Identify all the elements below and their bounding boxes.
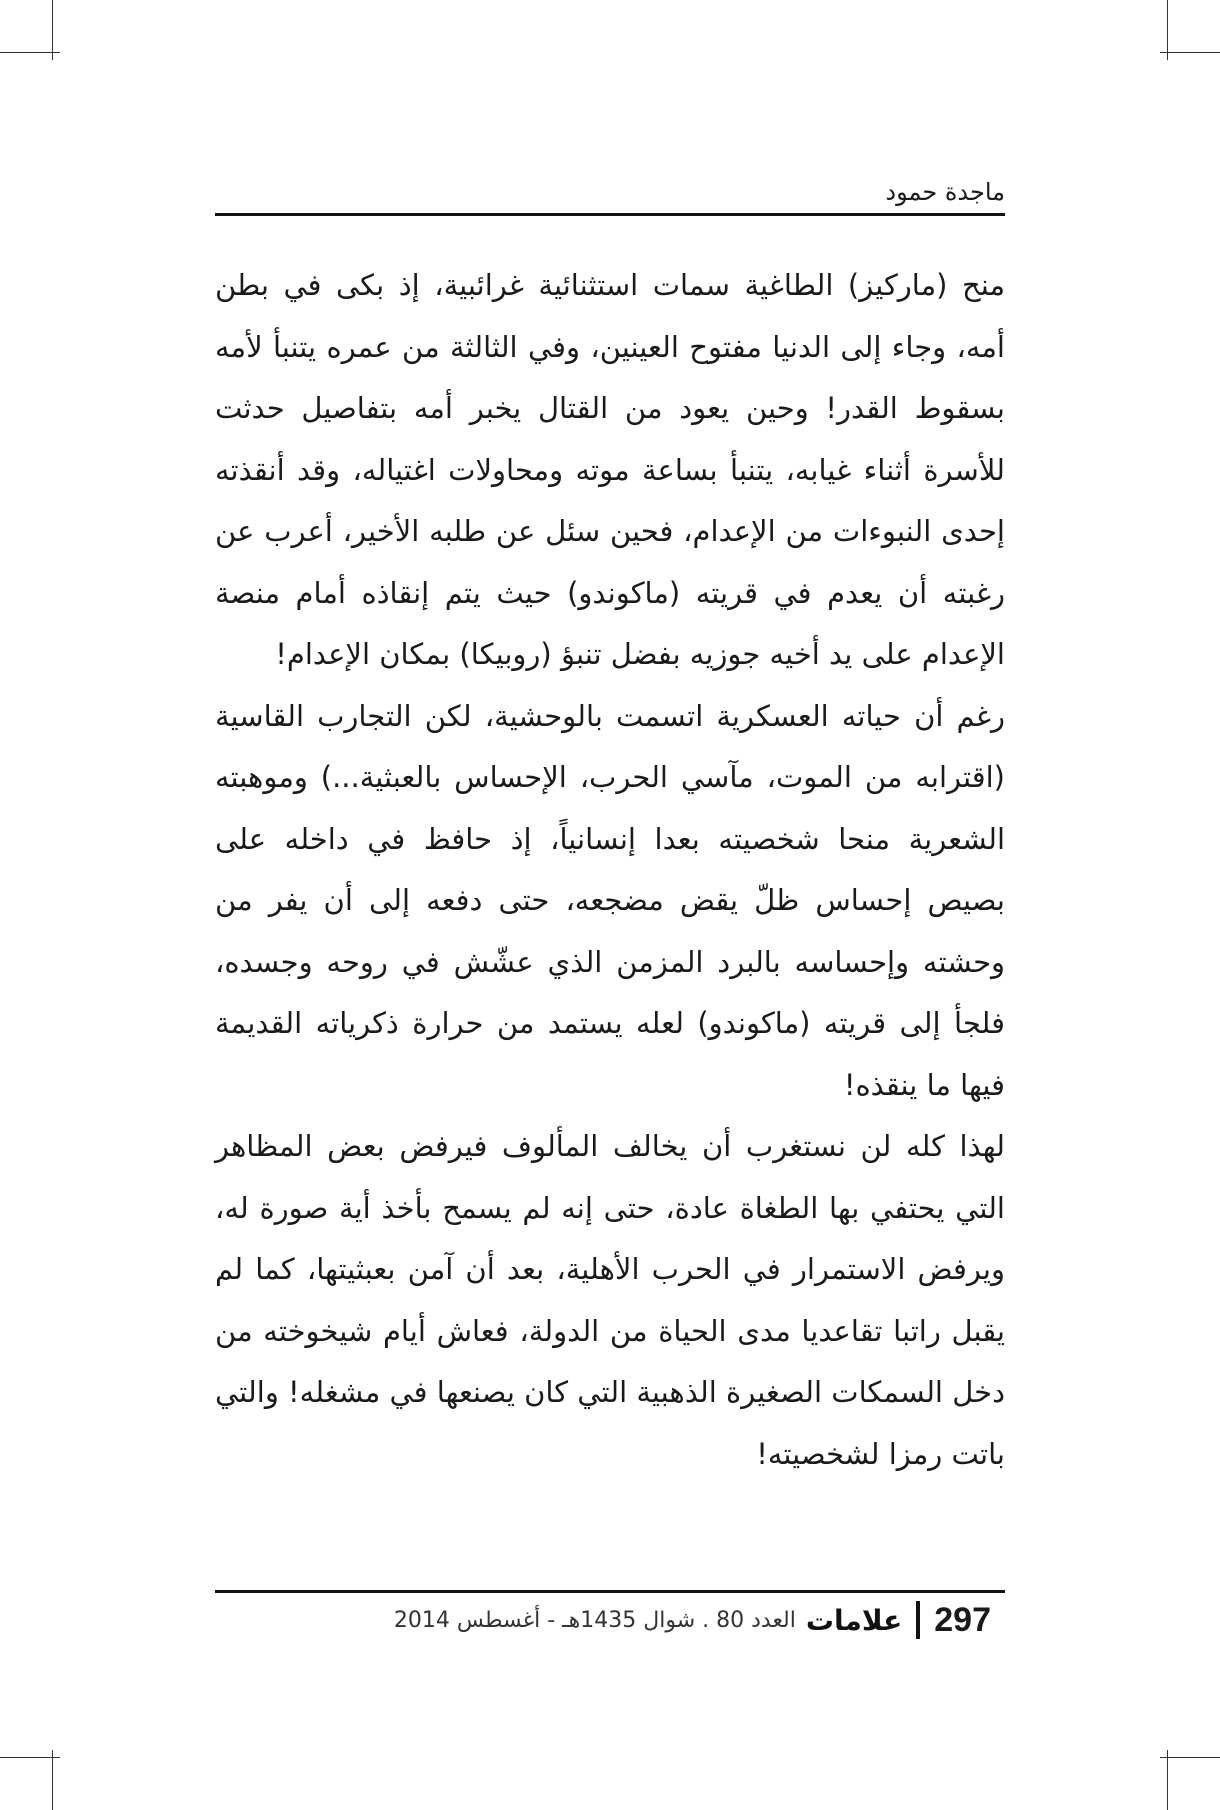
- issue-info: [394, 1604, 902, 1637]
- author-name: ماجدة حمود: [885, 178, 1005, 206]
- page-number: 297: [934, 1600, 991, 1639]
- footer-rule: [215, 1590, 1005, 1593]
- header-rule: [215, 213, 1005, 216]
- crop-mark: [0, 1757, 60, 1758]
- crop-mark: [1160, 1757, 1220, 1758]
- folio: [215, 1598, 1005, 1642]
- crop-mark: [1167, 0, 1168, 60]
- journal-logo: علامات: [805, 1603, 903, 1637]
- issue-line: العدد 80 . شوال 1435هـ - أغسطس 2014: [393, 1607, 796, 1633]
- crop-mark: [52, 1750, 53, 1810]
- paragraph: منح (ماركيز) الطاغية سمات استثنائية غرائبية، إذ بكى في بطن أمه، وجاء إلى الدنيا مفتوح العينين، وفي الثالثة من عمره يتنبأ لأمه بسقوط القدر! وحين يعود من القتال يخبر أمه بتفاصيل حدثت للأسرة أثناء غيابه، يتنبأ بساعة موته ومحاولات اغتياله، وقد أنقذته إحدى النبوءات من الإعدام، فحين سئل عن طلبه الأخير، أعرب عن رغبته أن يعدم في قريته (ماكوندو) حيث يتم إنقاذه أمام منصة الإعدام على يد أخيه جوزيه بفضل تنبؤ (روبيكا) بمكان الإعدام!: [215, 268, 1005, 671]
- paragraph: رغم أن حياته العسكرية اتسمت بالوحشية، لكن التجارب القاسية (اقترابه من الموت، مآسي الحرب، الإحساس بالعبثية...) وموهبته الشعرية منحا شخصيته بعدا إنسانياً، إذ حافظ في داخله على بصيص إحساس ظلّ يقض مضجعه، حتى دفعه إلى أن يفر من وحشته وإحساسه بالبرد المزمن الذي عشّش في روحه وجسده، فلجأ إلى قريته (ماكوندو) لعله يستمد من حرارة ذكرياته القديمة فيها ما ينقذه!: [215, 698, 1005, 1102]
- crop-mark: [1160, 52, 1220, 53]
- crop-mark: [52, 0, 53, 60]
- folio-divider: [916, 1601, 920, 1639]
- crop-mark: [0, 52, 60, 53]
- running-header: [215, 170, 1005, 220]
- paragraph: لهذا كله لن نستغرب أن يخالف المألوف فيرفض بعض المظاهر التي يحتفي بها الطغاة عادة، حتى إنه لم يسمح بأخذ أية صورة له، ويرفض الاستمرار في الحرب الأهلية، بعد أن آمن بعبثيتها، كما لم يقبل راتبا تقاعديا مدى الحياة من الدولة، فعاش أيام شيخوخته من دخل السمكات الصغيرة الذهبية التي كان يصنعها في مشغله! والتي باتت رمزا لشخصيته!: [215, 1129, 1005, 1471]
- crop-mark: [1167, 1750, 1168, 1810]
- page-footer: [215, 1590, 1005, 1650]
- article-body: [215, 255, 1005, 1485]
